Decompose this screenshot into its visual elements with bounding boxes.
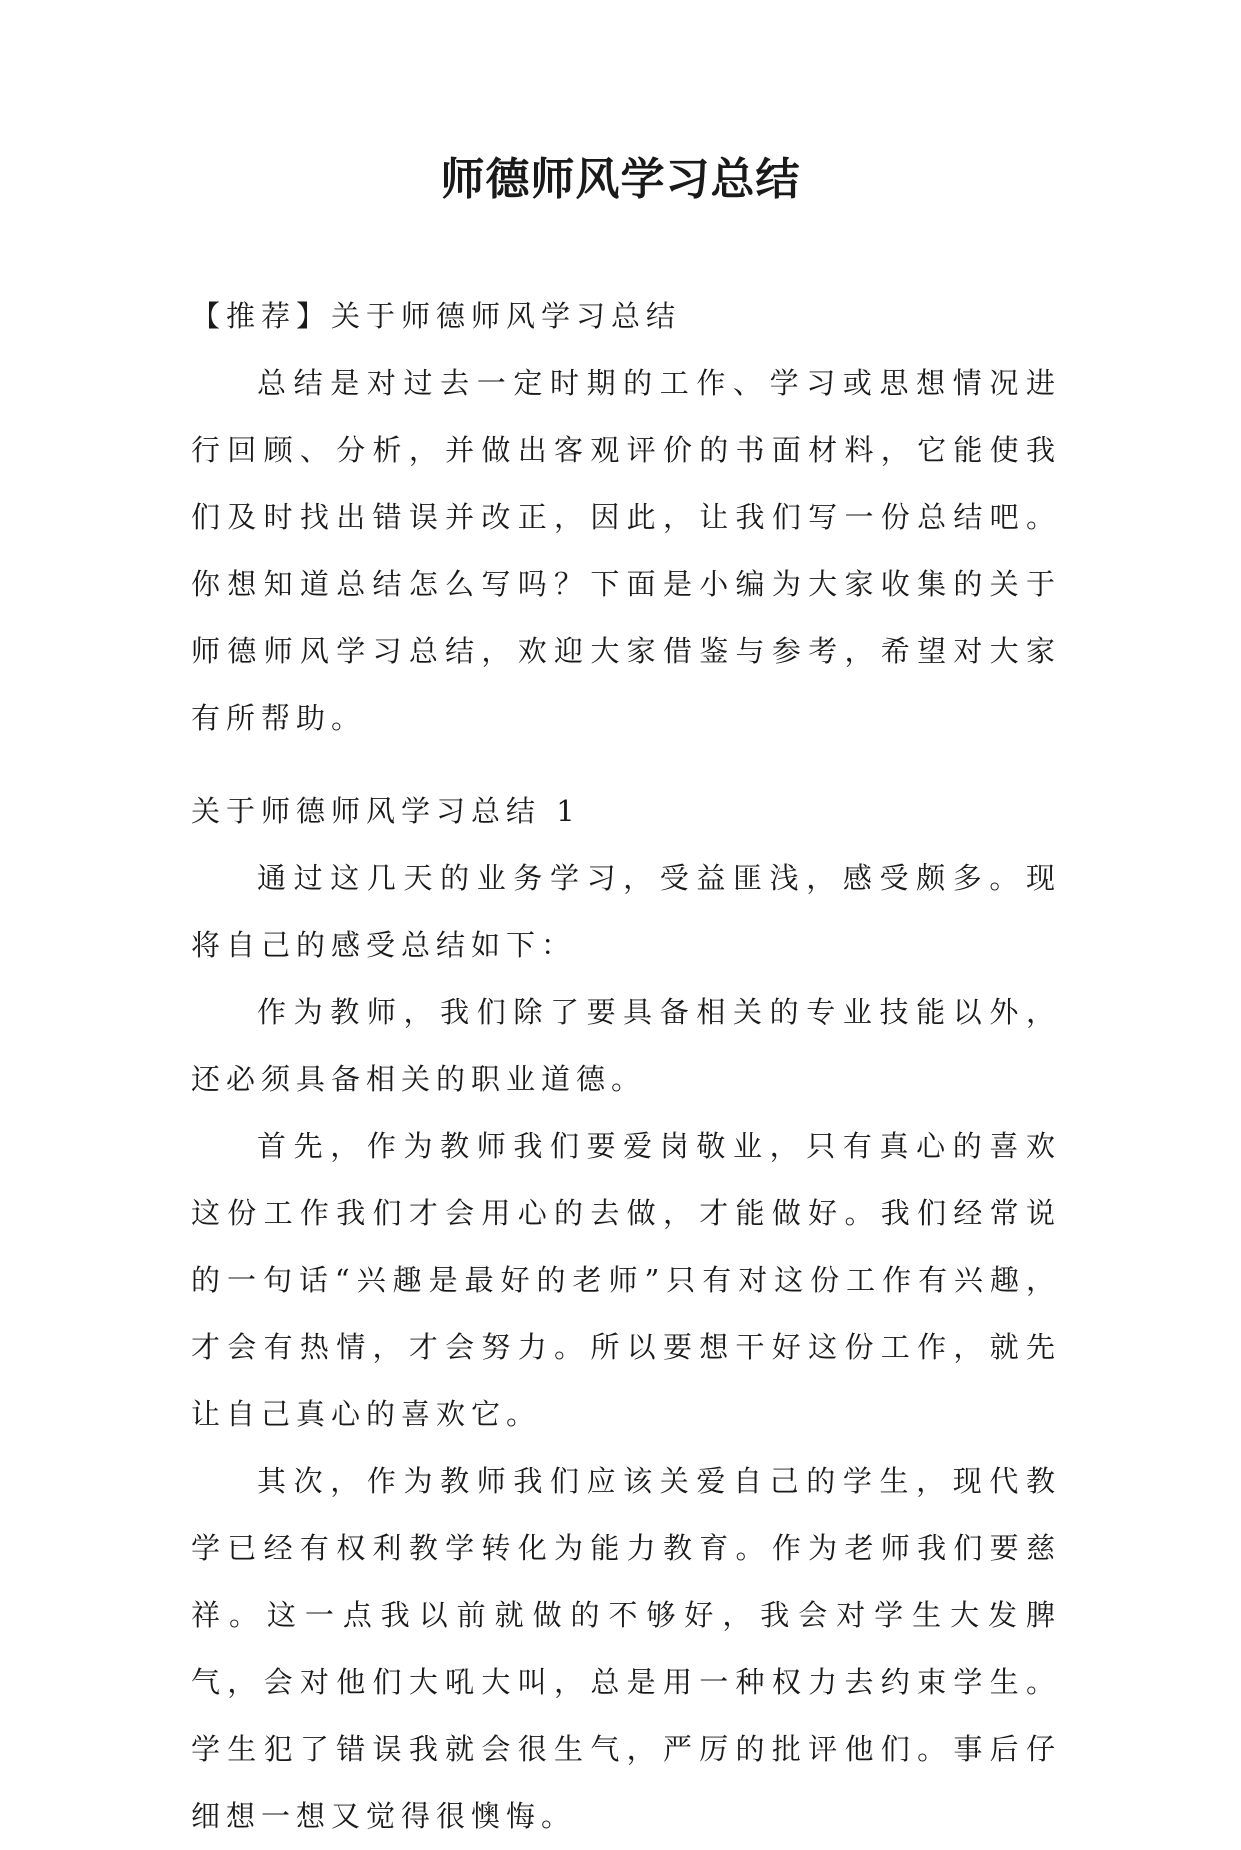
document-body: [191, 283, 1061, 1850]
recommend-line: 【推荐】关于师德师风学习总结: [191, 299, 682, 333]
body-paragraph-1: 通过这几天的业务学习，受益匪浅，感受颇多。现将自己的感受总结如下：: [191, 861, 1061, 962]
intro-paragraph: 总结是对过去一定时期的工作、学习或思想情况进行回顾、分析，并做出客观评价的书面材料，它能使我们及时找出错误并改正，因此，让我们写一份总结吧。你想知道总结怎么写吗？下面是小编为大家收集的关于师德师风学习总结，欢迎大家借鉴与参考，希望对大家有所帮助。: [191, 366, 1061, 735]
body-paragraph-4: 其次，作为教师我们应该关爱自己的学生，现代教学已经有权利教学转化为能力教育。作为老师我们要慈祥。这一点我以前就做的不够好，我会对学生大发脾气，会对他们大吼大叫，总是用一种权力去约束学生。学生犯了错误我就会很生气，严厉的批评他们。事后仔细想一想又觉得很懊悔。: [191, 1464, 1061, 1833]
document-title: 师德师风学习总结: [440, 154, 801, 205]
section-heading: 关于师德师风学习总结 1: [191, 794, 581, 828]
body-paragraph-3: 首先，作为教师我们要爱岗敬业，只有真心的喜欢这份工作我们才会用心的去做，才能做好。我们经常说的一句话“兴趣是最好的老师”只有对这份工作有兴趣，才会有热情，才会努力。所以要想干好这份工作，就先让自己真心的喜欢它。: [191, 1129, 1061, 1431]
body-paragraph-2: 作为教师，我们除了要具备相关的专业技能以外，还必须具备相关的职业道德。: [191, 995, 1061, 1096]
